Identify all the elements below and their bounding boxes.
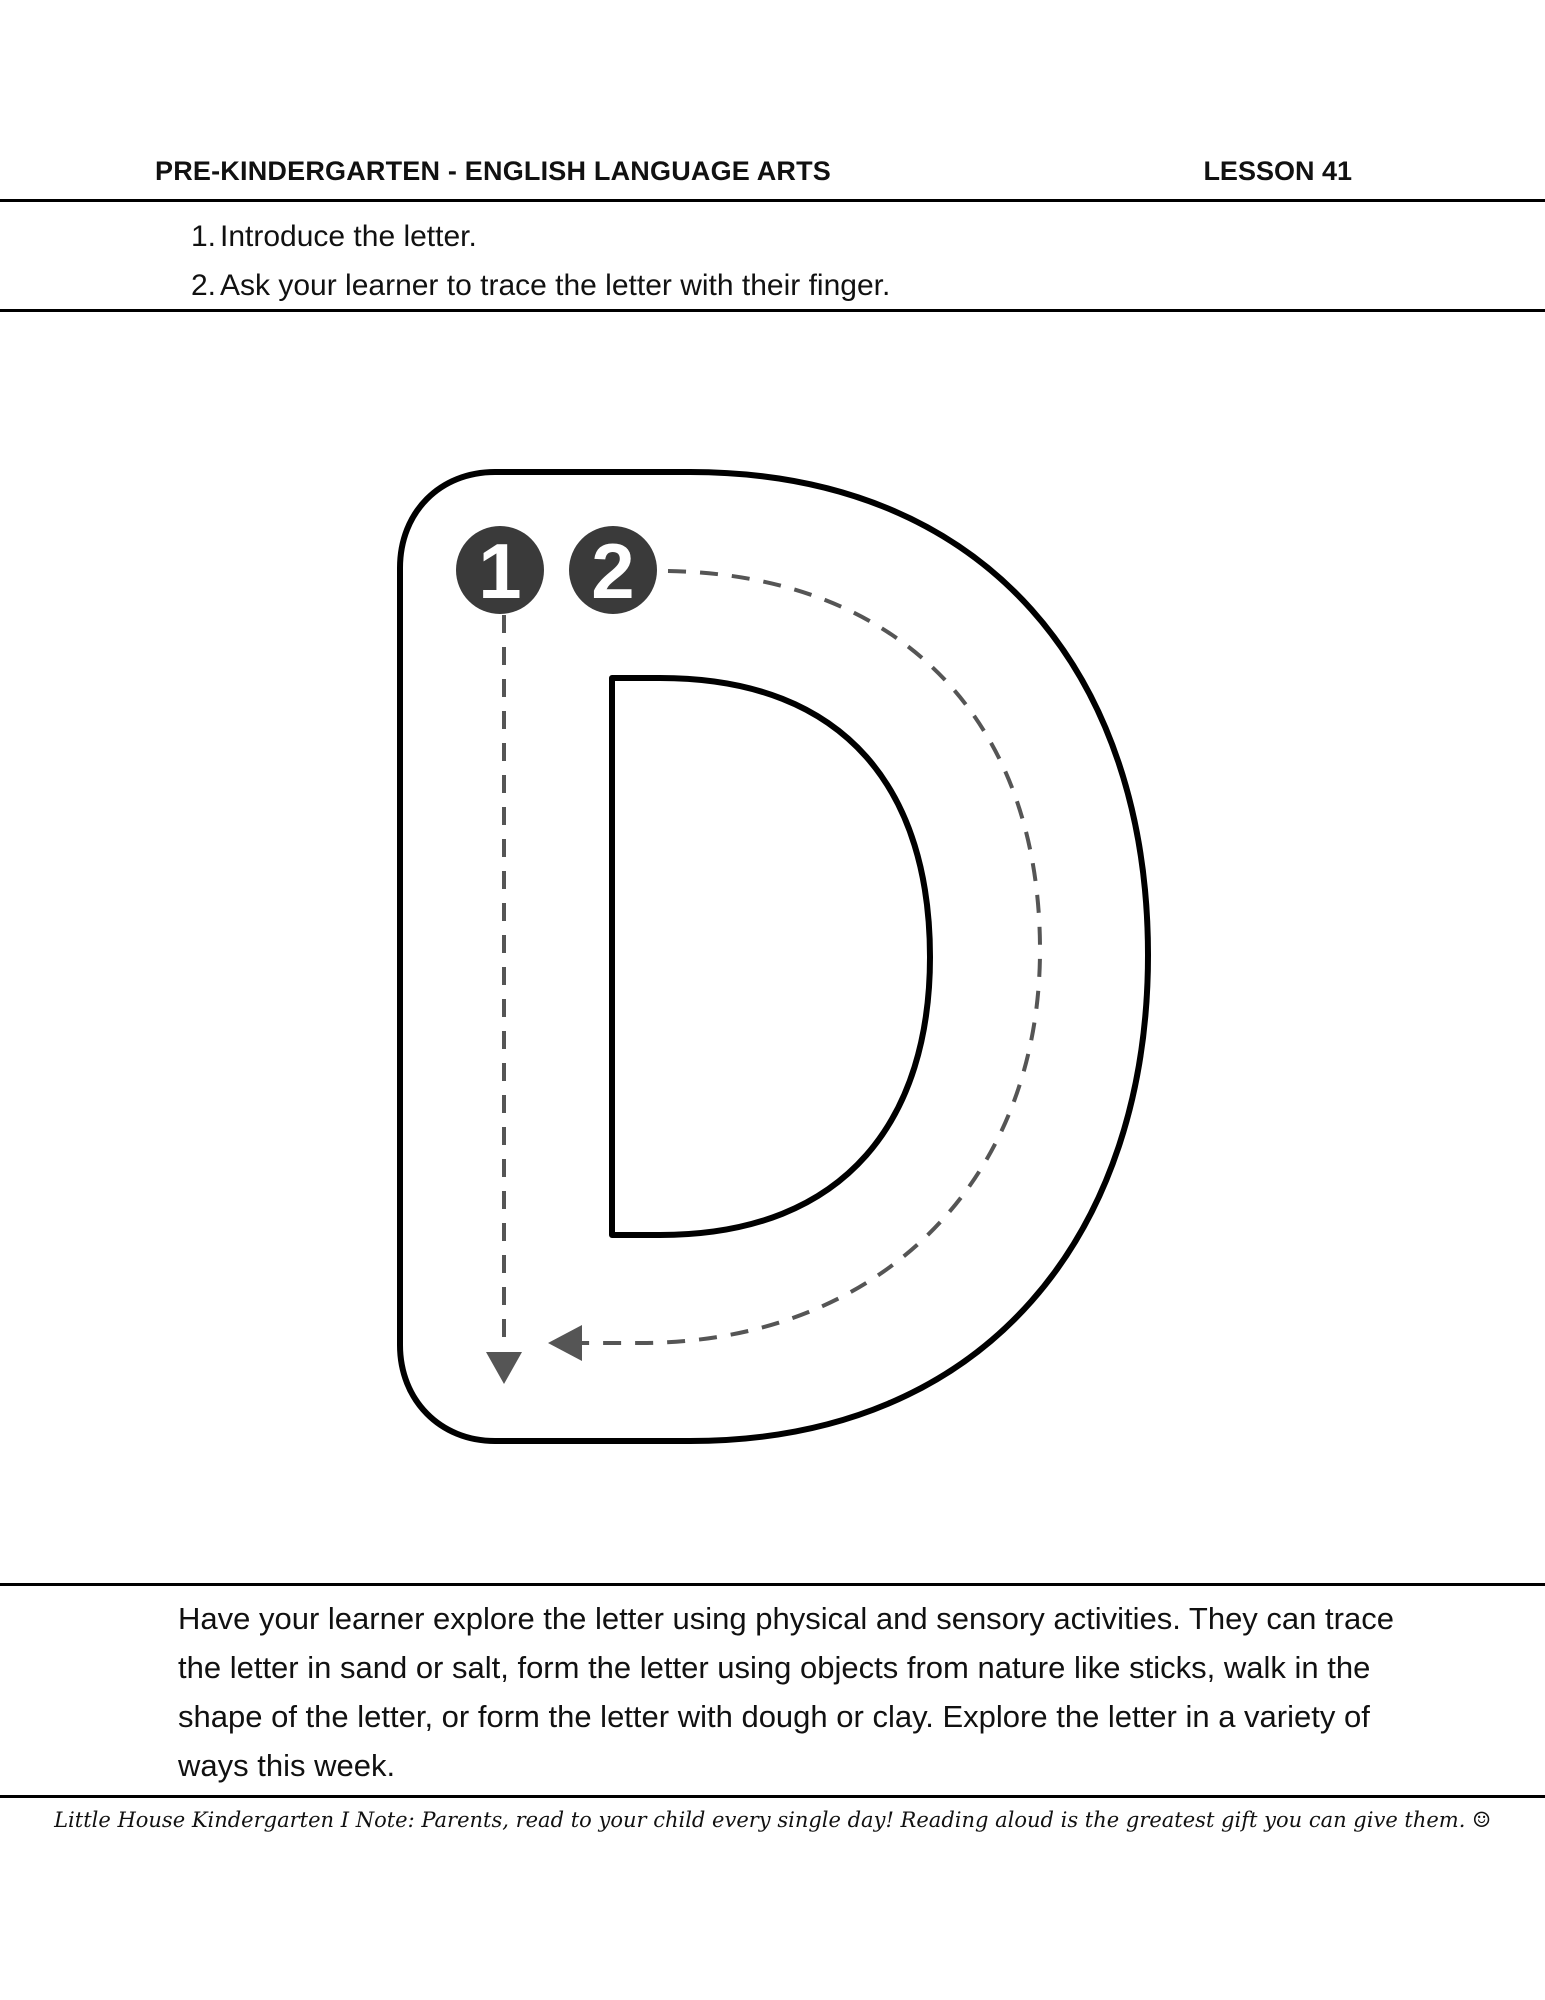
letter-d-outer-outline: [400, 472, 1148, 1441]
activity-top-rule: [0, 1583, 1545, 1586]
instruction-text: Introduce the letter.: [220, 220, 477, 253]
stroke-2-guide-curve: [578, 571, 1040, 1343]
stroke-2-arrowhead-icon: [548, 1325, 582, 1361]
stroke-1-arrowhead-icon: [486, 1352, 522, 1384]
instruction-text: Ask your learner to trace the letter with their finger.: [220, 269, 891, 302]
course-title: PRE-KINDERGARTEN - ENGLISH LANGUAGE ARTS: [155, 156, 832, 186]
footer-note: Little House Kindergarten I Note: Parents, read to your child every single day! Reading aloud is the greatest gift you can give them. ☺: [54, 1808, 1491, 1832]
stroke-2-number: 2: [591, 527, 635, 615]
letter-d-inner-outline: [612, 678, 930, 1235]
activity-paragraph: Have your learner explore the letter using physical and sensory activities. They can trace the letter in sand or salt, form the letter using objects from nature like sticks, walk in the shape of the letter, or form the letter with dough or clay. Explore the letter in a variety of ways this week.: [178, 1601, 1394, 1783]
instruction-number: 2.: [190, 269, 216, 302]
stroke-1-number: 1: [478, 527, 522, 615]
lesson-number: LESSON 41: [1203, 156, 1352, 186]
activity-bottom-rule: [0, 1795, 1545, 1798]
instruction-number: 1.: [190, 220, 216, 253]
